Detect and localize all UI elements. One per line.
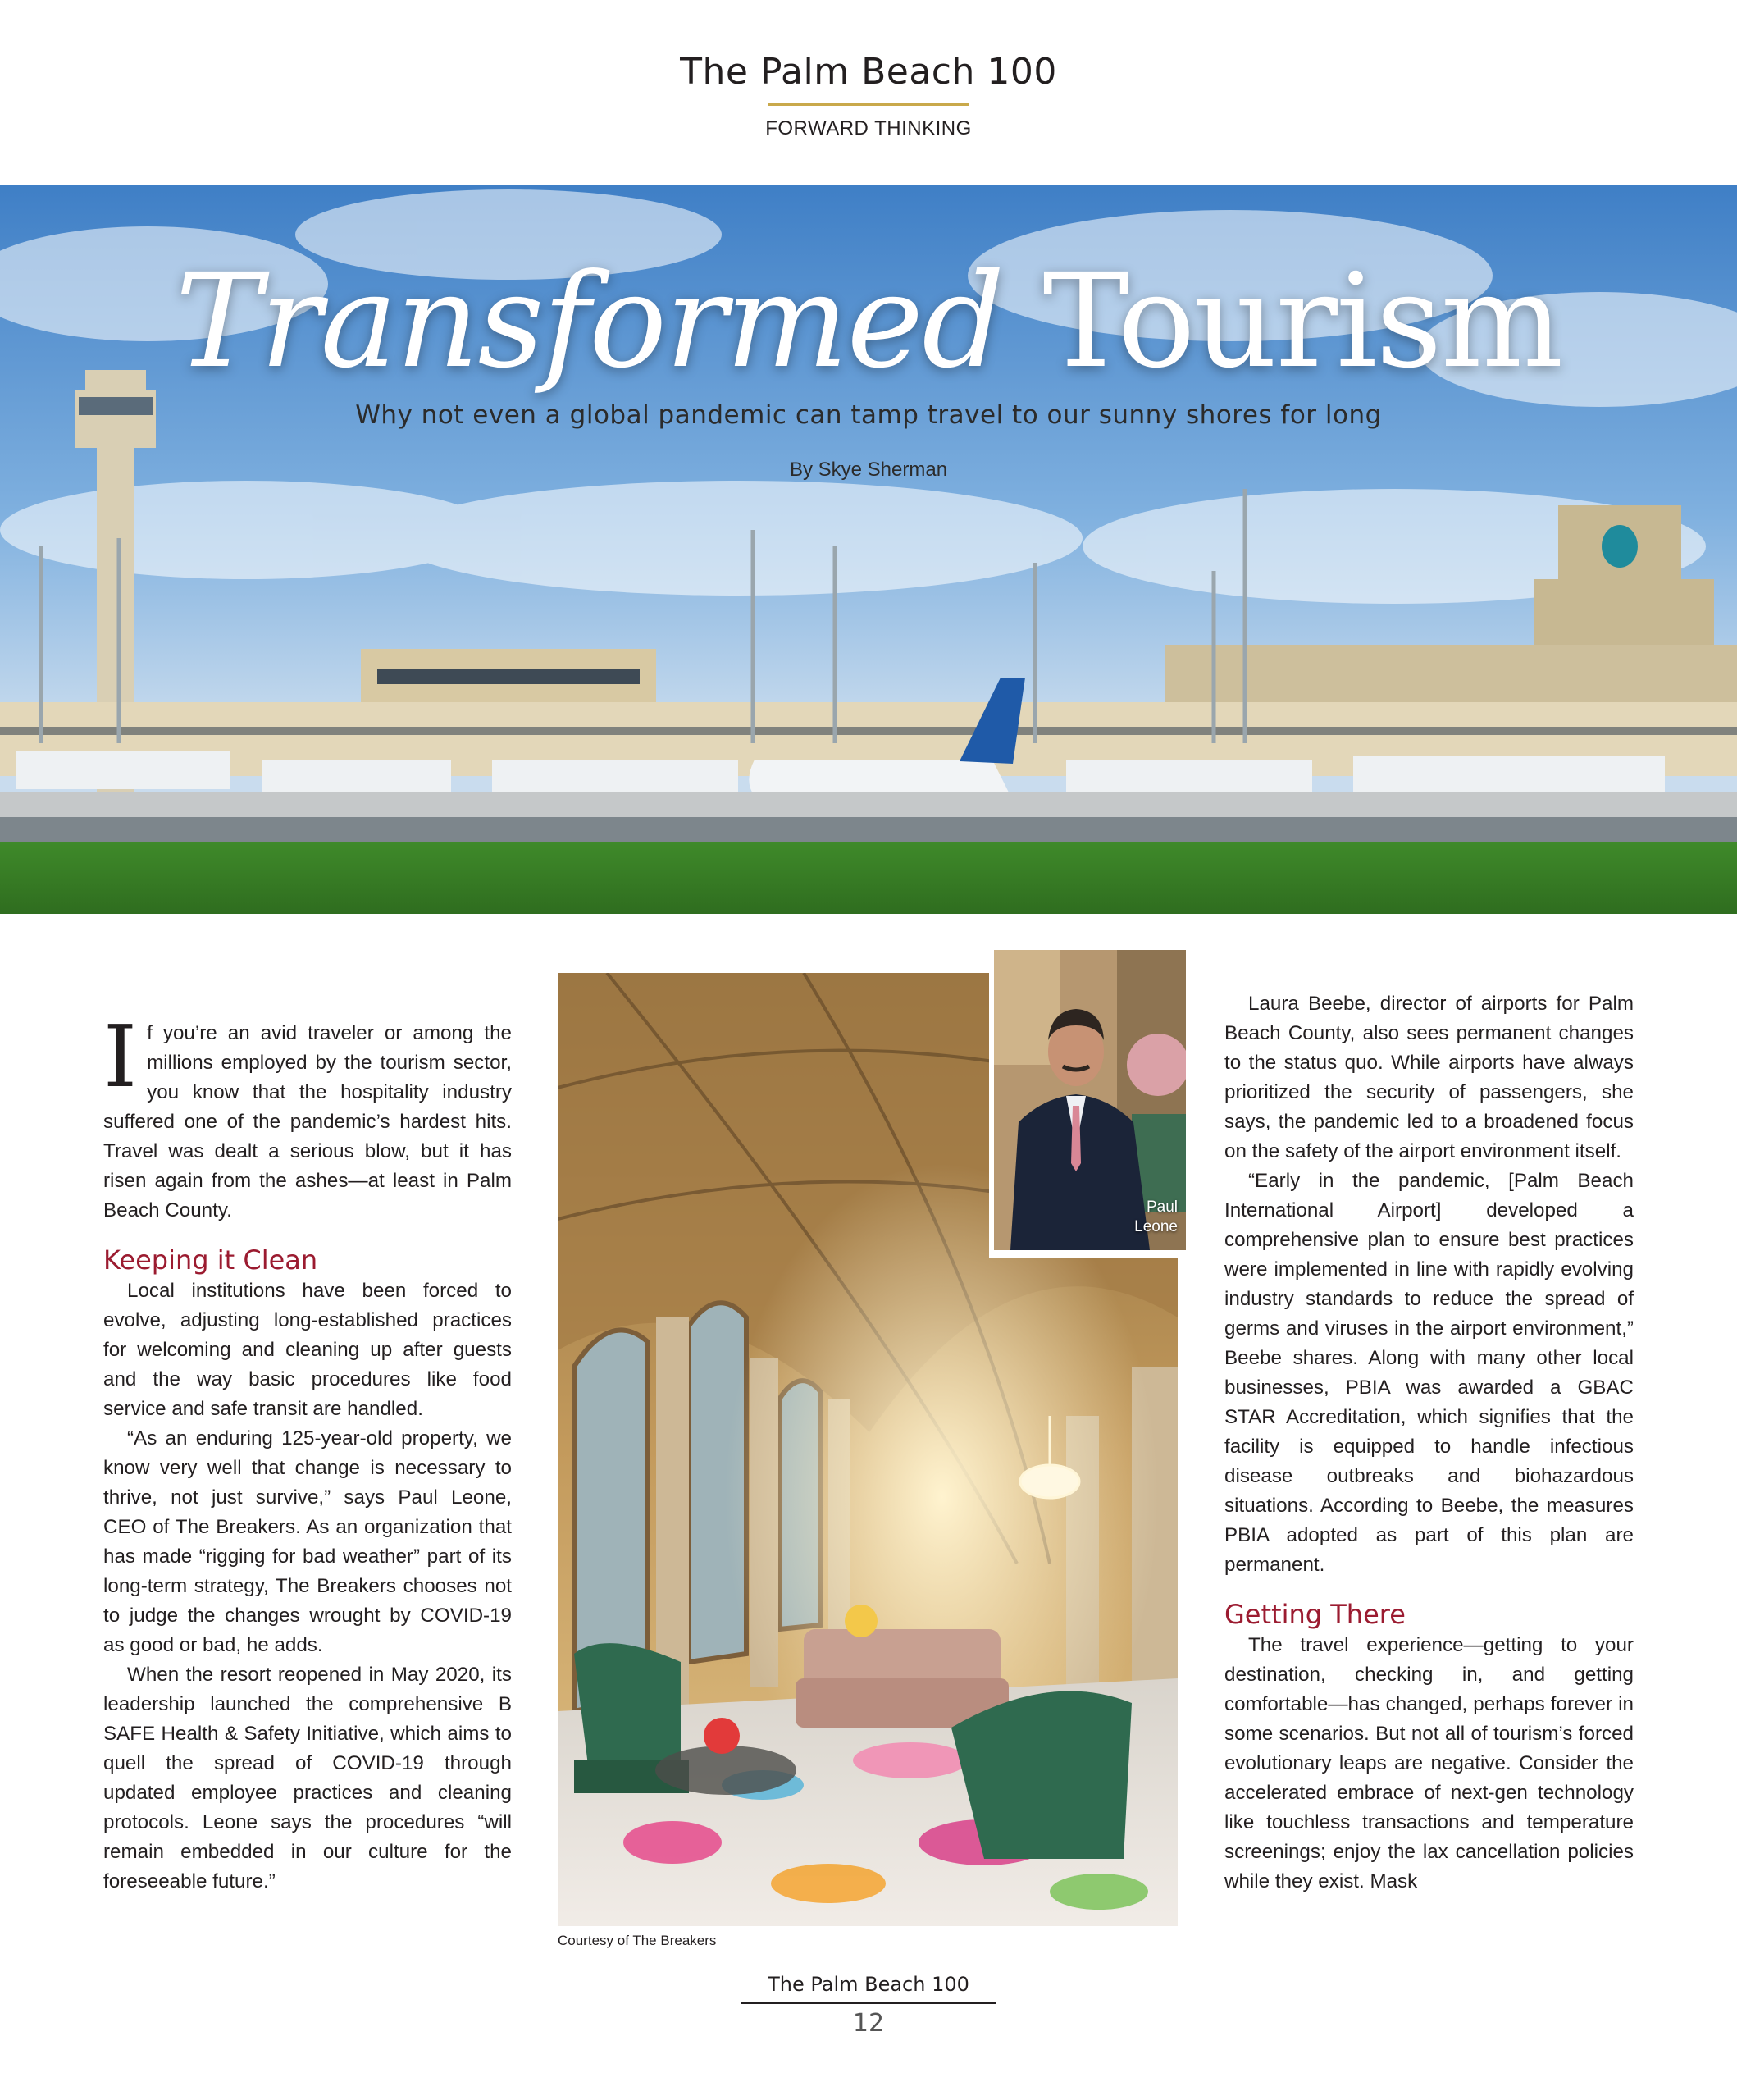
title-roman: Tourism: [1042, 246, 1562, 397]
sofa: [796, 1629, 1009, 1728]
caption-first-name: Paul: [1146, 1198, 1178, 1216]
body-paragraph: The travel experience—getting to your destination, checking in, and getting comfortable—has changed, perhaps forever in some scenarios. But not all of tourism’s forced evolutionary leaps are negative. Consider the accelerated embrace of next-gen technology like touchless transactions and temperature screenings; enjoy the lax cancellation policies while they exist. Mask: [1224, 1634, 1634, 1892]
byline: By Skye Sherman: [789, 459, 948, 481]
title-italic: Transformed: [175, 246, 1004, 397]
publication-title: The Palm Beach 100: [680, 51, 1057, 93]
paul-leone-portrait: [989, 945, 1191, 1258]
right-text-column: [1224, 989, 1634, 1897]
body-paragraph: Local institutions have been forced to evolve, adjusting long-established practices for welcoming and cleaning up after guests and the way basic procedures like food service and safe transit are handled.: [103, 1280, 512, 1420]
drop-cap: I: [103, 1007, 138, 1107]
gold-divider: [768, 103, 969, 106]
intro-text: f you’re an avid traveler or among the millions employed by the tourism sector, you know that the hospitality industry suffered one of the pandemic’s hardest hits. Travel was dealt a serious blow, but it has risen again from the ashes—at least in Palm Beach County.: [103, 1022, 512, 1221]
subheading-getting-there: Getting There: [1224, 1599, 1406, 1630]
hero-airport-photo: [0, 185, 1737, 914]
armchair-right: [951, 1691, 1132, 1859]
footer-divider: [741, 2002, 996, 2004]
body-paragraph: “Early in the pandemic, [Palm Beach International Airport] developed a comprehensive plan to ensure best practices were implemented in line with rapidly evolving industry standards to reduce the spread of germs and viruses in the airport environment,” Beebe shares. Along with many other local businesses, PBIA was awarded a GBAC STAR Accreditation, which signifies that the facility is equipped to handle infectious disease outbreaks and biohazardous situations. According to Beebe, the measures PBIA adopted as part of this plan are permanent.: [1224, 1170, 1634, 1576]
page-footer: [0, 1973, 1737, 2038]
footer-publication: The Palm Beach 100: [768, 1973, 969, 1996]
article-subtitle: Why not even a global pandemic can tamp travel to our sunny shores for long: [355, 400, 1382, 430]
body-paragraph: Laura Beebe, director of airports for Palm Beach County, also sees permanent changes to the status quo. While airports have always prioritized the security of passengers, she says, the pandemic led to a broadened focus on the safety of the airport environment itself.: [1224, 993, 1634, 1162]
caption-last-name: Leone: [1134, 1218, 1178, 1235]
page-number: 12: [852, 2009, 885, 2038]
portrait-caption: [1134, 1198, 1178, 1237]
article-title: [0, 246, 1737, 397]
subheading-keeping-it-clean: Keeping it Clean: [103, 1244, 318, 1276]
section-label: FORWARD THINKING: [765, 117, 972, 139]
body-paragraph: “As an enduring 125-year-old property, we know very well that change is necessary to thrive, not just survive,” says Paul Leone, CEO of The Breakers. As an organization that has made “rigging for bad weather” part of its long-term strategy, The Breakers chooses not to judge the changes wrought by COVID-19 as good or bad, he adds.: [103, 1427, 512, 1656]
body-paragraph: When the resort reopened in May 2020, its leadership launched the comprehensive B SAFE Health & Safety Initiative, which aims to quell the spread of COVID-19 through updated employee practices and cleaning protocols. Leone says the procedures “will remain embedded in our culture for the foreseeable future.”: [103, 1664, 512, 1892]
photo-credit: Courtesy of The Breakers: [558, 1933, 717, 1948]
intro-paragraph: [103, 1007, 512, 1226]
masthead: [0, 51, 1737, 140]
left-text-column: [103, 1007, 512, 1897]
